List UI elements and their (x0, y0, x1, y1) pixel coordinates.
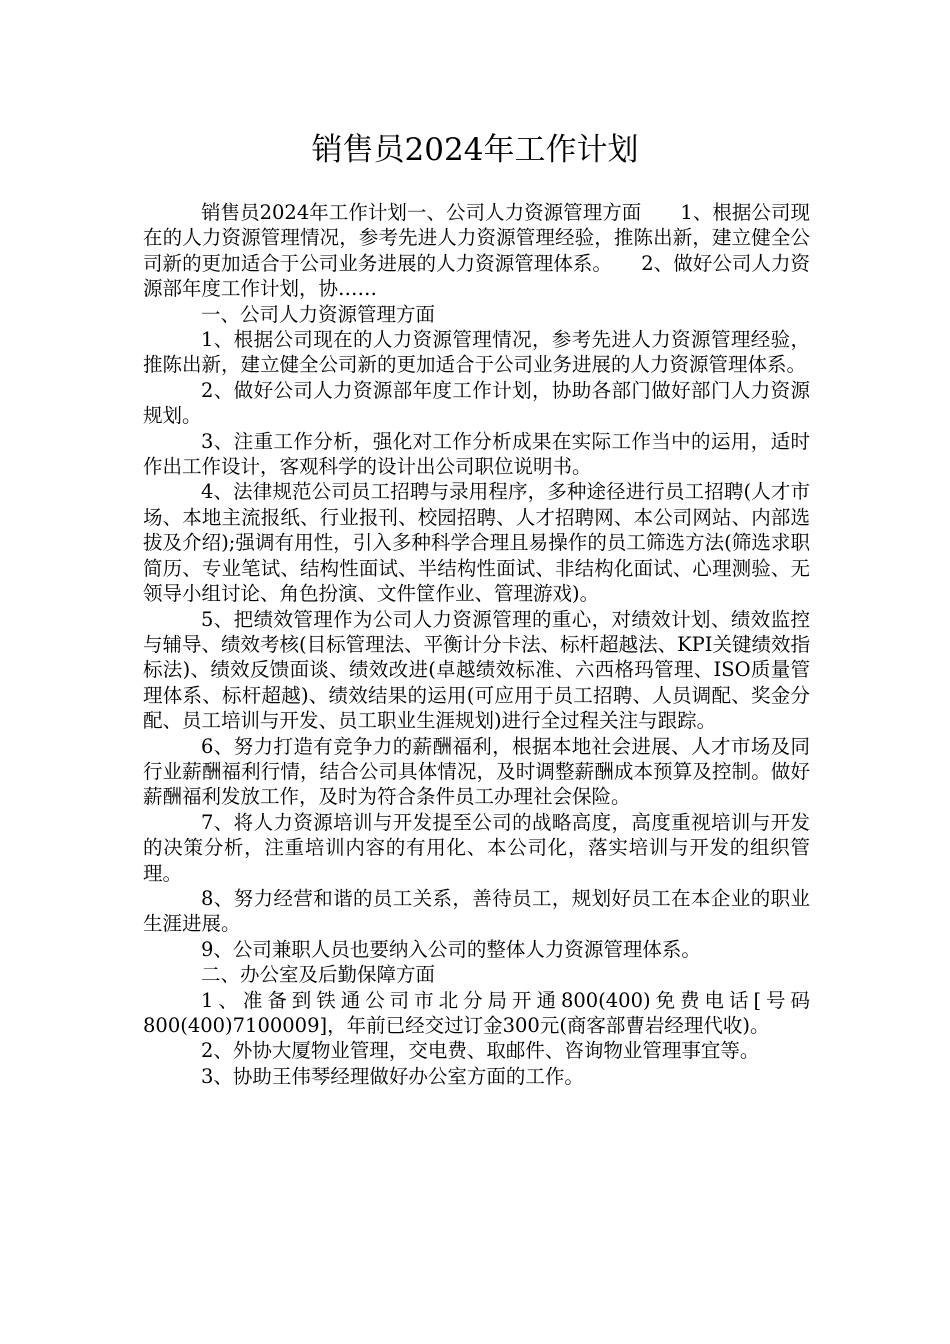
paragraph-office-2: 2、外协大厦物业管理，交电费、取邮件、咨询物业管理事宜等。 (201, 1039, 760, 1063)
section-heading-hr: 一、公司人力资源管理方面 (201, 302, 436, 326)
paragraph-hr-5: 5、把绩效管理作为公司人力资源管理的重心，对绩效计划、绩效监控与辅导、绩效考核(目标管理法、平衡计分卡法、标杆超越法、KPI关键绩效指标法)、绩效反馈面谈、绩效改进(卓越绩效标准、六西格玛管理、ISO质量管理体系、标杆超越)、绩效结果的运用(可应用于员工招聘、人员调配、奖金分配、员工培训与开发、员工职业生涯规划)进行全过程关注与跟踪。 (143, 607, 810, 733)
document-title: 销售员2024年工作计划 (311, 132, 639, 168)
paragraph-hr-6: 6、努力打造有竞争力的薪酬福利，根据本地社会进展、人才市场及同行业薪酬福利行情，结合公司具体情况，及时调整薪酬成本预算及控制。做好薪酬福利发放工作，及时为符合条件员工办理社会保险。 (143, 734, 810, 809)
section-heading-office: 二、办公室及后勤保障方面 (201, 963, 436, 987)
paragraph-office-1: 1、准备到铁通公司市北分局开通800(400)免费电话[号码800(400)7100009]，年前已经交过订金300元(商客部曹岩经理代收)。 (143, 988, 810, 1037)
paragraph-hr-1: 1、根据公司现在的人力资源管理情况，参考先进人力资源管理经验，推陈出新，建立健全公司新的更加适合于公司业务进展的人力资源管理体系。 (143, 328, 810, 377)
paragraph-hr-8: 8、努力经营和谐的员工关系，善待员工，规划好员工在本企业的职业生涯进展。 (143, 886, 810, 936)
paragraph-hr-9: 9、公司兼职人员也要纳入公司的整体人力资源管理体系。 (201, 937, 701, 961)
paragraph-hr-2: 2、做好公司人力资源部年度工作计划，协助各部门做好部门人力资源规划。 (143, 378, 810, 428)
paragraph-intro-summary: 销售员2024年工作计划一、公司人力资源管理方面 1、根据公司现在的人力资源管理情况，参考先进人力资源管理经验，推陈出新，建立健全公司新的更加适合于公司业务进展的人力资源管理体系。 2、做好公司人力资源部年度工作计划，协…… (143, 201, 810, 301)
paragraph-office-3: 3、协助王伟琴经理做好办公室方面的工作。 (201, 1064, 584, 1088)
document-body (143, 200, 810, 1089)
paragraph-hr-4: 4、法律规范公司员工招聘与录用程序，多种途径进行员工招聘(人才市场、本地主流报纸、行业报刊、校园招聘、人才招聘网、本公司网站、内部选拔及介绍);强调有用性，引入多种科学合理且易操作的员工筛选方法(筛选求职简历、专业笔试、结构性面试、半结构性面试、非结构化面试、心理测验、无领导小组讨论、角色扮演、文件筐作业、管理游戏)。 (143, 480, 810, 606)
paragraph-hr-3: 3、注重工作分析，强化对工作分析成果在实际工作当中的运用，适时作出工作设计，客观科学的设计出公司职位说明书。 (143, 429, 810, 479)
paragraph-hr-7: 7、将人力资源培训与开发提至公司的战略高度，高度重视培训与开发的决策分析，注重培训内容的有用化、本公司化，落实培训与开发的组织管理。 (143, 810, 810, 885)
